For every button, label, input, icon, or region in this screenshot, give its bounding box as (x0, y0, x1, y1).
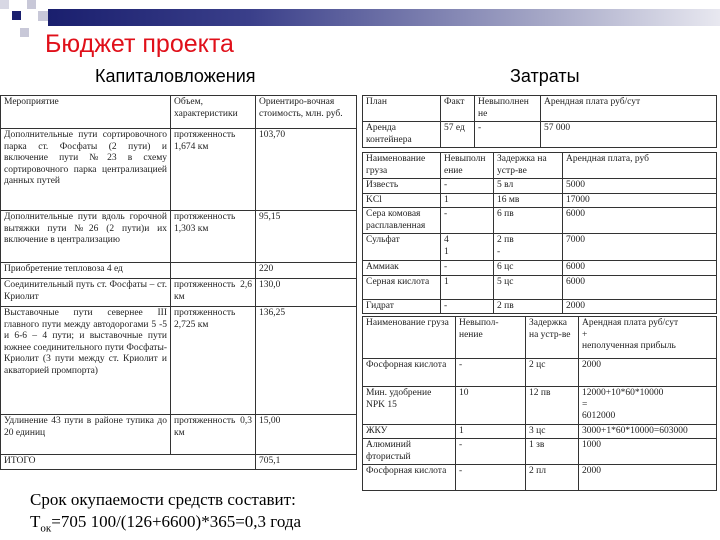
table-cell: - (456, 359, 526, 387)
header-cell: Факт (441, 96, 475, 122)
table-cell: 2 цс (526, 359, 579, 387)
cargo-table (362, 152, 717, 314)
table-cell: Приобретение тепловоза 4 ед (1, 263, 171, 279)
table-row (1, 279, 357, 307)
rent-table (362, 95, 717, 148)
table-cell: 95,15 (256, 211, 357, 263)
table-cell: 5 цс (494, 275, 563, 299)
table-cell: протяженность 1,303 км (171, 211, 256, 263)
total-row (1, 455, 357, 470)
costs-heading: Затраты (510, 66, 580, 86)
header-cell: Наименование груза (363, 317, 456, 359)
profit-table (362, 316, 717, 491)
header-cell: Наименование груза (363, 153, 441, 179)
table-row (1, 129, 357, 211)
table-cell: 220 (256, 263, 357, 279)
table-cell: 10 (456, 387, 526, 425)
table-cell: 130,0 (256, 279, 357, 307)
decor-square (0, 0, 9, 9)
header-cell: Задержка на устр-ве (526, 317, 579, 359)
table-cell: 2 пв (494, 299, 563, 314)
header-cell: Объем, характеристики (171, 96, 256, 129)
table-cell: - (441, 208, 494, 234)
header-cell: План (363, 96, 441, 122)
header-cell: Мероприятие (1, 96, 171, 129)
table-cell: 1 (456, 424, 526, 439)
table-cell: 16 мв (494, 193, 563, 208)
table-row (1, 263, 357, 279)
table-cell: 2000 (579, 465, 717, 491)
table-cell: протяженность 0,3 км (171, 415, 256, 455)
table-cell: 4 1 (441, 234, 494, 261)
table-cell: 3000+1*60*10000=603000 (579, 424, 717, 439)
total-label: ИТОГО (1, 455, 256, 470)
header-cell: Невыполнен не (475, 96, 541, 122)
table-cell: Дополнительные пути сортировочного парка ст. Фосфаты (2 пути) и включение пути №23 в схему сортировочного парка централизацией данных путей (1, 129, 171, 211)
table-cell: 7000 (563, 234, 717, 261)
table-cell: 57 000 (541, 122, 717, 148)
table-cell: Аренда контейнера (363, 122, 441, 148)
table-cell: Мин. удобрение NPK 15 (363, 387, 456, 425)
header-cell: Ориентиро-вочная стоимость, млн. руб. (256, 96, 357, 129)
table-cell: 2000 (579, 359, 717, 387)
capex-heading: Капиталовложения (95, 66, 256, 86)
header-cell: Невыполн ение (441, 153, 494, 179)
table-cell: протяженность 1,674 км (171, 129, 256, 211)
table-cell: 57 ед (441, 122, 475, 148)
table-row (363, 387, 717, 425)
capex-table (0, 95, 357, 470)
table-cell: протяженность 2,725 км (171, 307, 256, 415)
table-cell: Алюминий фтористый (363, 439, 456, 465)
table-cell: - (456, 465, 526, 491)
table-cell: Гидрат (363, 299, 441, 314)
table-cell: KCl (363, 193, 441, 208)
table-cell: 15,00 (256, 415, 357, 455)
table-cell: 1 (441, 275, 494, 299)
table-cell: - (441, 261, 494, 276)
table-row (1, 307, 357, 415)
table-cell: - (456, 439, 526, 465)
table-header-row (363, 153, 717, 179)
table-header-row (363, 96, 717, 122)
table-row (363, 299, 717, 314)
header-cell: Невыпол-нение (456, 317, 526, 359)
header-cell: Задержка на устр-ве (494, 153, 563, 179)
total-value: 705,1 (256, 455, 357, 470)
payback-formula (30, 512, 301, 534)
header-cell: Арендная плата руб/сут + неполученная прибыль (579, 317, 717, 359)
formula-body: =705 100/(126+6600)*365=0,3 года (51, 512, 302, 531)
table-cell: 2000 (563, 299, 717, 314)
table-cell: 12000+10*60*10000 = 6012000 (579, 387, 717, 425)
table-header-row (1, 96, 357, 129)
table-cell: 1 (441, 193, 494, 208)
table-cell: 6000 (563, 275, 717, 299)
table-cell: 2 пв - (494, 234, 563, 261)
formula-prefix: Т (30, 512, 41, 531)
table-row (363, 234, 717, 261)
table-cell: - (441, 299, 494, 314)
table-row (363, 261, 717, 276)
table-cell: Удлинение 43 пути в районе тупика до 20 единиц (1, 415, 171, 455)
table-row (363, 122, 717, 148)
table-row (363, 179, 717, 194)
table-row (363, 465, 717, 491)
table-row (1, 415, 357, 455)
table-cell: 103,70 (256, 129, 357, 211)
table-cell: - (441, 179, 494, 194)
table-row (363, 439, 717, 465)
table-cell: 17000 (563, 193, 717, 208)
table-cell: протяженность 2,6 км (171, 279, 256, 307)
table-cell: - (475, 122, 541, 148)
payback-text: Срок окупаемости средств составит: (30, 490, 296, 509)
table-cell: 136,25 (256, 307, 357, 415)
table-cell: 6000 (563, 261, 717, 276)
table-cell (171, 263, 256, 279)
table-row (363, 208, 717, 234)
table-cell: Соединительный путь ст. Фосфаты – ст. Криолит (1, 279, 171, 307)
table-cell: Фосфорная кислота (363, 359, 456, 387)
table-row (1, 211, 357, 263)
table-cell: 5000 (563, 179, 717, 194)
table-cell: Выставочные пути севернее III главного пути между автодорогами 5 -5 и 6-6 – 4 пути; и выставочные пути южнее соединительного пути Фосфаты-Криолит (3 пути между ст. Криолит и акваторией промпорта) (1, 307, 171, 415)
table-row (363, 193, 717, 208)
formula-subscript: ок (40, 522, 52, 535)
table-cell: 5 вл (494, 179, 563, 194)
decor-square (20, 28, 29, 37)
table-cell: 12 пв (526, 387, 579, 425)
table-cell: Аммиак (363, 261, 441, 276)
table-cell: 6000 (563, 208, 717, 234)
table-cell: 1 зв (526, 439, 579, 465)
table-cell: Дополнительные пути вдоль горочной вытяжки пути №26 (2 пути)и их включение в централизацию (1, 211, 171, 263)
decor-square (12, 11, 21, 20)
table-cell: 3 цс (526, 424, 579, 439)
decor-square (38, 11, 48, 21)
table-row (363, 359, 717, 387)
table-cell: Сера комовая расплавленная (363, 208, 441, 234)
table-header-row (363, 317, 717, 359)
table-row (363, 275, 717, 299)
table-cell: 2 пл (526, 465, 579, 491)
table-cell: 6 пв (494, 208, 563, 234)
decor-square (27, 0, 36, 9)
table-cell: Сульфат (363, 234, 441, 261)
table-cell: 1000 (579, 439, 717, 465)
slide-title: Бюджет проекта (45, 30, 234, 58)
table-cell: ЖКУ (363, 424, 456, 439)
header-cell: Арендная плата, руб (563, 153, 717, 179)
header-cell: Арендная плата руб/сут (541, 96, 717, 122)
table-row (363, 424, 717, 439)
table-cell: Известь (363, 179, 441, 194)
table-cell: Серная кислота (363, 275, 441, 299)
header-bar (48, 9, 720, 26)
table-cell: 6 цс (494, 261, 563, 276)
table-cell: Фосфорная кислота (363, 465, 456, 491)
